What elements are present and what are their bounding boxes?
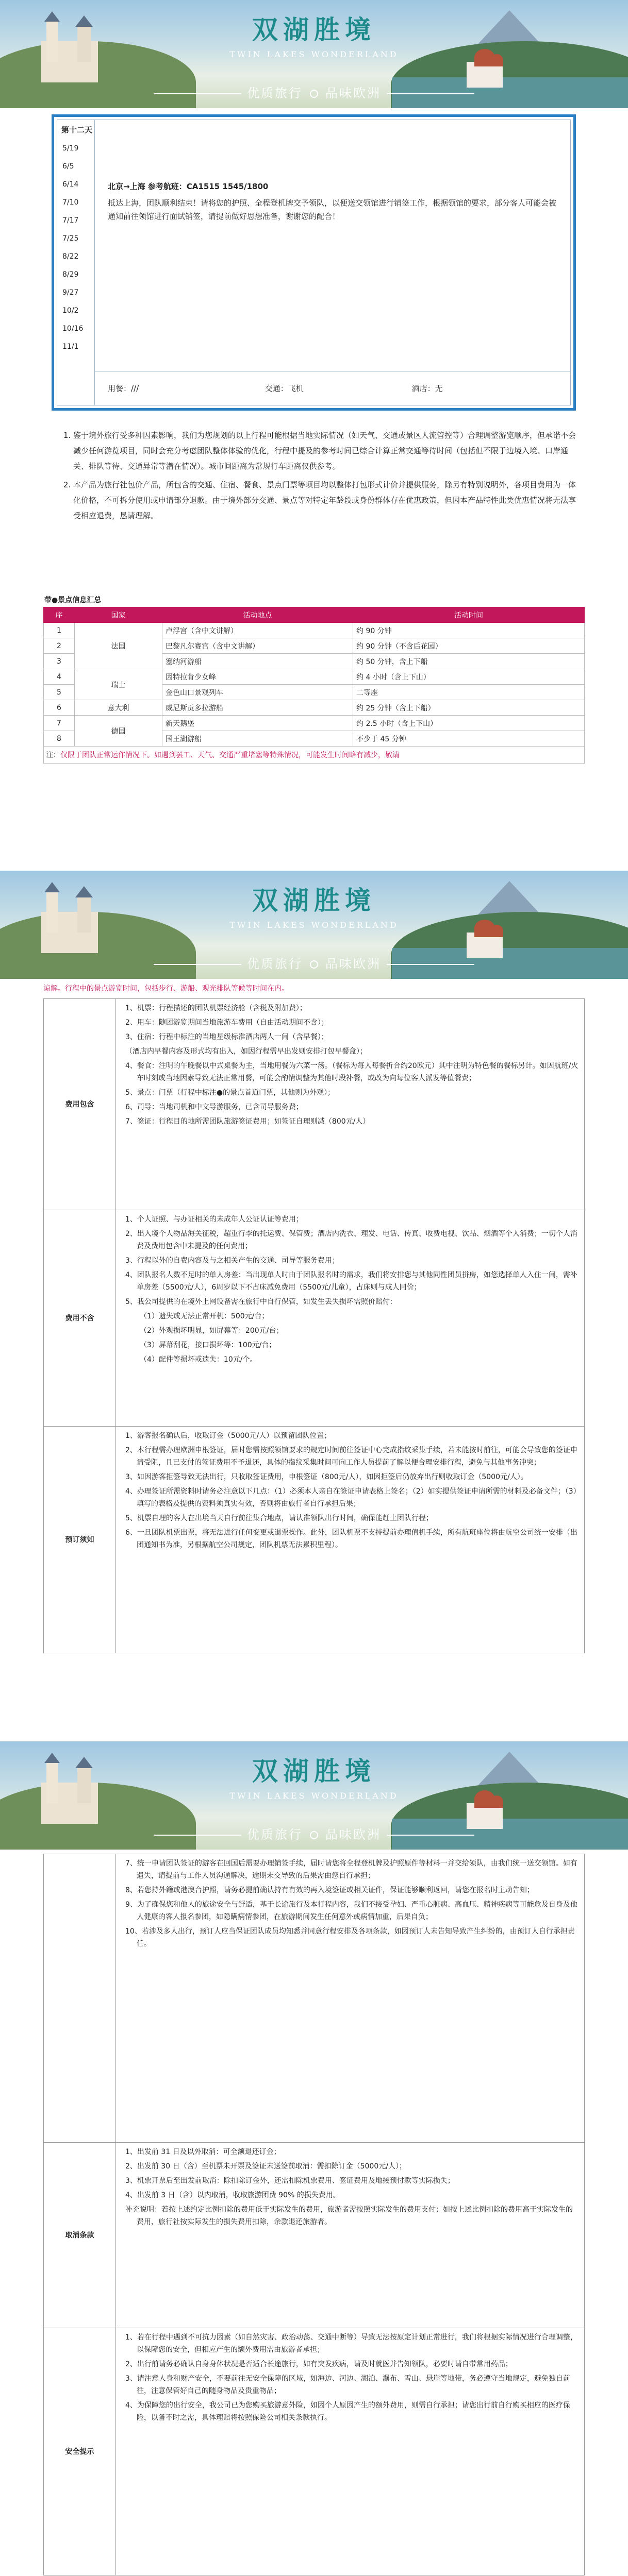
cancel-row: 取消条款 1、出发前 31 日及以外取消：可全额退还订金； 2、出发前 30 日（含）至机票未开票及签证未送签前取消：需扣除订金（5000元/人）； 3、机票开票后至出发前取消：除扣除订金外，还需扣除机票费用、签证费用及地接预付款等实际损失； 4、出发前 3 日（含）以内取消，收取旅游团费 90% 的损失费用。 补充说明：若按上述约定比例扣除的费用低于实际发生的费用，旅游者需按照实际发生的费用支付；如按上述比例扣除的费用高于实际发生的费用，旅行社按实际发生的损失费用扣除，余款退还旅游者。 [44, 2143, 585, 2328]
brand-subtitle: TWIN LAKES WONDERLAND [229, 49, 399, 59]
brand-slogan: 优质旅行 品味欧洲 [0, 83, 628, 101]
col-header: 国家 [75, 607, 162, 623]
brand-title: 双湖胜境 [252, 1756, 376, 1786]
transport-info: 交通：飞机 [265, 384, 304, 393]
day-footer [108, 383, 443, 394]
excluded-label: 费用不含 [44, 1210, 116, 1427]
table-row: 3 塞纳河游船 约 50 分钟，含上下船 [44, 654, 585, 669]
circle-icon [310, 1831, 318, 1839]
hotel-info: 酒店：无 [411, 384, 443, 393]
notes-list [62, 428, 577, 527]
col-header: 活动时间 [353, 607, 585, 623]
day-description: 抵达上海，团队顺利结束！请将您的护照、全程登机牌交予领队，以便送交领馆进行销签工作，根据领馆的要求，部分客人可能会被通知前往领馆进行面试销签，请提前做好思想准备，谢谢您的配合！ [108, 198, 557, 221]
spots-summary [43, 592, 585, 764]
safety-label: 安全提示 [44, 2328, 116, 2575]
circle-icon [310, 90, 318, 98]
booking-row: 预订须知 1、游客报名确认后，收取订金（5000元/人）以预留团队位置； 2、本行程需办理欧洲申根签证，届时您需按照领馆要求的规定时间前往签证中心完成指纹采集手续，若未能按时前往，可能会导致您的签证申请受阻，且已支付的签证费用不予退还，具体的指纹采集时间可向工作人员提前了解以便合理安排行程，避免与其他事务冲突； 3、如因游客拒签导致无法出行，只收取签证费用，申根签证（800元/人），如因拒签后仍放弃出行则收取订金（5000元/人）。 4、办理签证所需资料时请务必注意以下几点：（1）必须本人亲自在签证申请表格上签名；（2）如实提供签证申请所需的材料及必备文件；（3）填写的表格及提供的资料须真实有效，否则将由旅行者自行承担后果； 5、机票自理的客人在出境当天自行前往集合地点，请认准领队出行时间，确保能赶上团队行程； 6、一旦团队机票出票，将无法进行任何变更或退票操作。此外，团队机票不支持提前办理值机手续，所有航班座位将由航空公司统一安排（出团通知书为准，另根据航空公司规定，团队机票无法累积里程）。 [44, 1427, 585, 1653]
note-item: 1. 鉴于境外旅行受多种因素影响，我们为您规划的以上行程可能根据当地实际情况（如天气、交通或景区人流管控等）合理调整游览顺序，但承诺不会减少任何游览项目，同时会充分考虑团队整体体验的优化，行程中提及的参考时间已综合计算正常交通等待时间（包括但不限于边境入境、口岸通关、排队等待、交通异常等潜在情况）。城市间距离为常规行车距离仅供参考。 [73, 428, 577, 474]
header-banner: 双湖胜境 TWIN LAKES WONDERLAND 优质旅行 品味欧洲 [0, 871, 628, 979]
booking-label: 预订须知 [44, 1427, 116, 1653]
fees-table [43, 998, 585, 1653]
spots-title: 带●景点信息汇总 [44, 596, 102, 604]
header-banner [0, 0, 628, 108]
included-label: 费用包含 [44, 999, 116, 1210]
brand-subtitle: TWIN LAKES WONDERLAND [229, 1791, 399, 1801]
flight-info: 北京→上海 参考航班：CA1515 1545/1800 [108, 182, 269, 191]
circle-icon [310, 960, 318, 969]
cancel-label: 取消条款 [44, 2143, 116, 2328]
page-2 [0, 871, 628, 1674]
spots-note: 注：仅限于团队正常运作情况下。如遇到罢工、天气、交通严重堵塞等特殊情况，可能发生时间略有减少，敬请 [43, 747, 585, 764]
spots-table [43, 607, 585, 747]
brand-subtitle: TWIN LAKES WONDERLAND [229, 920, 399, 930]
safety-row: 安全提示 1、若在行程中遇到不可抗力因素（如自然灾害、政治动荡、交通中断等）导致无法按原定计划正常进行，我们将根据实际情况进行合理调整，以保障您的安全，但相应产生的额外费用需由旅游者承担； 2、出行前请务必确认自身身体状况是否适合长途旅行，如有突发疾病，请及时就医并告知领队，必要时请自带常用药品； 3、请注意人身和财产安全，不要前往无安全保障的区域，如海边、河边、湖泊、瀑布、雪山、悬崖等地带，务必遵守当地规定，避免独自前往，注意保管好自己的随身物品及贵重物品； 4、为保障您的出行安全，我公司已为您购买旅游意外险，如因个人原因产生的额外费用，则需自行承担；请您出行前自行购买相应的医疗保险，以备不时之需，具体理赔将按照保险公司相关条款执行。 [44, 2328, 585, 2575]
meal-info: 用餐：/// [108, 384, 139, 393]
terms-table [43, 1854, 585, 2575]
excluded-row: 费用不含 1、个人证照、与办证相关的未成年人公证认证等费用； 2、出入境个人物品海关征税，超重行李的托运费、保管费；酒店内洗衣、理发、电话、传真、收费电视、饮品、烟酒等个人消费；一切个人消费及费用包含中未提及的任何费用； 3、行程以外的自费内容及与之相关产生的交通、司导等服务费用； 4、团队报名人数不足时的单人房差：当出现单人时由于团队报名时的需求，我们将安排您与其他同性团员拼房，如您选择单人入住一间，需补单房差（5500元/人），6周岁以下不占床减免费用（5500元/儿童），占床则与成人同价； 5、我公司提供的在境外上网设备需在旅行中自行保管，如发生丢失损坏需照价赔付： （1）遗失或无法正常开机：500元/台； （2）外观损坏明显，如屏幕等：200元/台； （3）屏幕刮花，接口损坏等：100元/台； （4）配件等损坏或遗失：10元/个。 [44, 1210, 585, 1427]
day-title: 第十二天 [61, 125, 93, 134]
departure-dates: 5/19 6/5 6/14 7/10 7/17 7/25 8/22 8/29 9/27 10/2 10/16 11/1 [62, 144, 84, 351]
table-row: 8 国王湖游船 不少于 45 分钟 [44, 731, 585, 747]
table-row: 6 意大利 威尼斯贡多拉游船 约 25 分钟（含上下船） [44, 700, 585, 716]
col-header: 活动地点 [162, 607, 353, 623]
header-banner: 双湖胜境 TWIN LAKES WONDERLAND 优质旅行 品味欧洲 [0, 1741, 628, 1850]
booking-cont-row: 7、统一申请团队签证的游客在回国后需要办理销签手续，届时请您将全程登机牌及护照原件等材料一并交给领队，由我们统一送交领馆。如有遗失，请提前与工作人员沟通解决，逾期未交导致的后果需由您自行承担； 8、若您持外籍或港澳台护照，请务必提前确认持有有效的再入境签证或相关证件，保证能够顺利返回，请您在报名时主动告知； 9、为了确保您和他人的旅途安全与舒适，基于长途旅行及本行程内容，我们不接受孕妇、严重心脏病、高血压、精神疾病等可能危及自身及他人健康的客人报名参团，如隐瞒病情参团，在旅游期间发生任何意外或病情加重，后果自负； 10、若涉及多人出行，预订人应当保证团队成员均知悉并同意行程安排及各项条款，如因预订人未告知导致产生纠纷的，由预订人自行承担责任。 [44, 1854, 585, 2143]
included-row: 费用包含 1、机票：行程描述的团队机票经济舱（含税及附加费）； 2、用车：随团游览期间当地旅游车费用（自由活动期间不含）； 3、住宿：行程中标注的当地星级标准酒店两人一间（含早餐）； （酒店内早餐内容及形式均有出入，如因行程需早出发则安排打包早餐盒）； 4、餐食：注明的午晚餐以中式桌餐为主，当地用餐为六菜一汤。（餐标为每人每餐折合约20欧元）其中注明为特色餐的餐标另计。如因航班/火车时刻或当地因素导致无法正常用餐，可能会酌情调整为其他时段补餐，或改为向每位客人派发等值餐费； 5、景点：门票（行程中标注●的景点首道门票，其他则为外观）； 6、司导：当地司机和中文导游服务，已含司导服务费； 7、签证：行程目的地所需团队旅游签证费用；如签证自理则减（800元/人） [44, 999, 585, 1210]
page-1 [0, 0, 628, 804]
table-row: 4 瑞士 因特拉肯少女峰 约 4 小时（含上下山） [44, 669, 585, 685]
brand-block [0, 9, 628, 101]
day-card [52, 114, 576, 411]
table-row: 5 金色山口景观列车 二等座 [44, 685, 585, 700]
table-row: 2 巴黎凡尔赛宫（含中文讲解） 约 90 分钟（不含后花园） [44, 638, 585, 654]
brand-title: 双湖胜境 [252, 14, 376, 45]
brand-title: 双湖胜境 [252, 885, 376, 916]
page-3 [0, 1741, 628, 2576]
col-header: 序 [44, 607, 75, 623]
continued-note: 谅解。行程中的景点游览时间，包括步行、游船、观光排队等候等时间在内。 [43, 985, 289, 993]
note-item: 2. 本产品为旅行社包价产品，所包含的交通、住宿、餐食、景点门票等项目均以整体打包形式计价并提供服务，除另有特别说明外，各项目费用为一体化价格，不可拆分使用或申请部分退款。由于境外部分交通、景点等对特定年龄段或身份群体存在优惠政策，但因本产品特性此类优惠情况将无法享受相应退费，恳请理解。 [73, 477, 577, 523]
table-row: 1 法国 卢浮宫（含中文讲解） 约 90 分钟 [44, 623, 585, 638]
table-row: 7 德国 新天鹅堡 约 2.5 小时（含上下山） [44, 716, 585, 731]
